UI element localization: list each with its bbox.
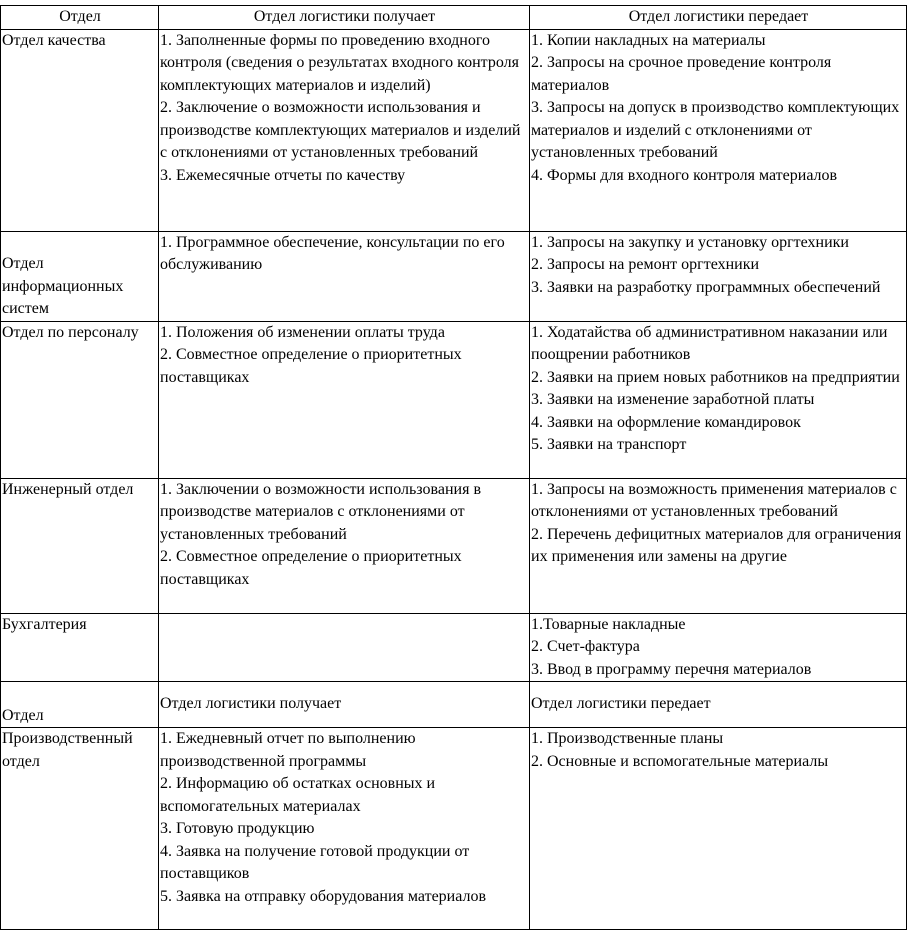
list-item: 2. Перечень дефицитных материалов для ограничения их применения или замены на другие (531, 525, 902, 565)
receives-cell (159, 321, 530, 478)
list-item: 1. Положения об изменении оплаты труда (160, 323, 445, 341)
logistics-interaction-table (0, 5, 907, 930)
list-item: 3. Заявки на разработку программных обеспечений (531, 278, 881, 296)
header-dept: Отдел (1, 6, 159, 30)
sends-cell (530, 478, 907, 613)
dept-cell: Отдел по персоналу (1, 321, 159, 478)
list-item: 4. Заявки на оформление командировок (531, 413, 801, 431)
subheader-sends: Отдел логистики передает (530, 682, 907, 728)
dept-cell: Отдел качества (1, 29, 159, 231)
list-item: 1. Копии накладных на материалы (531, 31, 766, 49)
header-sends: Отдел логистики передает (530, 6, 907, 30)
header-receives: Отдел логистики получает (159, 6, 530, 30)
list-item: 1. Заполненные формы по проведению входного контроля (сведения о результатах входного контроля комплектующих материалов и изделий) (160, 31, 519, 94)
list-item: 1.Товарные накладные (531, 615, 686, 633)
table-row (1, 478, 907, 613)
sends-cell (530, 29, 907, 231)
table-row (1, 613, 907, 682)
receives-cell (159, 231, 530, 321)
list-item: 2. Совместное определение о приоритетных поставщиках (160, 346, 462, 386)
list-item: 4. Заявка на получение готовой продукции от поставщиков (160, 842, 470, 882)
list-item: 3. Заявки на изменение заработной платы (531, 391, 815, 408)
list-item: 1. Заключении о возможности использования в производстве материалов с отклонениями от установленных требований (160, 480, 481, 543)
dept-cell: Отдел информационных систем (1, 231, 159, 321)
table-row (1, 29, 907, 231)
sends-cell (530, 321, 907, 478)
sends-cell (530, 613, 907, 682)
list-item: 2. Счет-фактура (531, 638, 640, 655)
list-item: 1. Запросы на возможность применения материалов с отклонениями от установленных требований (531, 480, 897, 520)
receives-cell (159, 613, 530, 682)
receives-cell (159, 728, 530, 930)
list-item: 5. Заявка на отправку оборудования материалов (160, 887, 487, 905)
list-item: 2. Запросы на срочное проведение контроля материалов (531, 54, 832, 94)
list-item: 3. Ввод в программу перечня материалов (531, 660, 812, 678)
subheader-dept: Отдел (1, 682, 159, 728)
dept-cell: Производственный отдел (1, 728, 159, 930)
list-item: 1. Запросы на закупку и установку оргтехники (531, 233, 849, 251)
list-item: 1. Производственные планы (531, 730, 724, 747)
list-item: 2. Совместное определение о приоритетных поставщиках (160, 548, 462, 588)
list-item: 2. Основные и вспомогательные материалы (531, 752, 829, 770)
list-item: 3. Готовую продукцию (160, 820, 315, 837)
list-item: 5. Заявки на транспорт (531, 436, 687, 453)
header-row (1, 6, 907, 30)
dept-cell: Бухгалтерия (1, 613, 159, 682)
receives-cell (159, 29, 530, 231)
list-item: 2. Заключение о возможности использования и производстве комплектующих материалов и изделий с отклонениями от установленных требований (160, 99, 521, 161)
list-item: 3. Ежемесячные отчеты по качеству (160, 166, 406, 184)
list-item: 2. Запросы на ремонт оргтехники (531, 256, 760, 273)
table-row (1, 321, 907, 478)
table-row (1, 728, 907, 930)
receives-cell (159, 478, 530, 613)
subheader-row (1, 682, 907, 728)
dept-cell: Инженерный отдел (1, 478, 159, 613)
sends-cell (530, 728, 907, 930)
list-item: 4. Формы для входного контроля материалов (531, 166, 838, 184)
list-item: 3. Запросы на допуск в производство комплектующих материалов и изделий с отклонениями от установленных требований (531, 99, 900, 161)
list-item: 2. Заявки на прием новых работников на предприятии (531, 368, 900, 386)
list-item: 1. Ходатайства об административном наказании или поощрении работников (531, 323, 888, 363)
list-item: 1. Ежедневный отчет по выполнению производственной программы (160, 730, 416, 770)
list-item: 2. Информацию об остатках основных и вспомогательных материалах (160, 775, 436, 815)
subheader-receives: Отдел логистики получает (159, 682, 530, 728)
sends-cell (530, 231, 907, 321)
table-row (1, 231, 907, 321)
list-item: 1. Программное обеспечение, консультации по его обслуживанию (160, 233, 505, 273)
